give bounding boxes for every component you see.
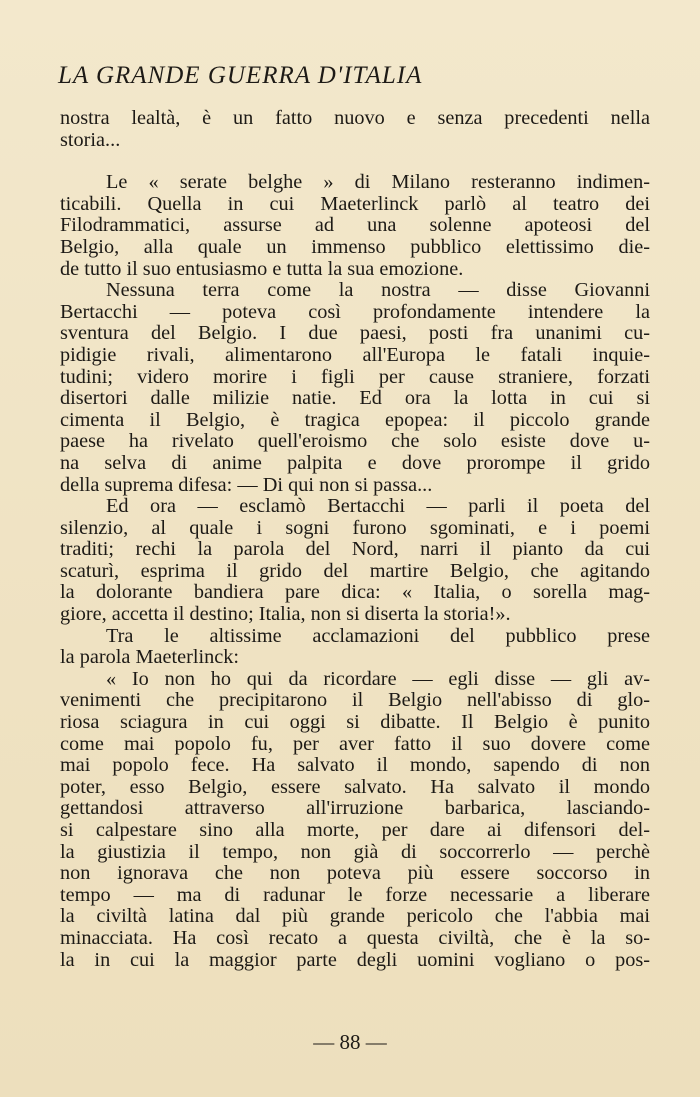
text-line: disertori dalle milizie natie. Ed ora la lotta in cui si	[60, 387, 650, 410]
text-line: paese ha rivelato quell'eroismo che solo esiste dove u-	[60, 430, 650, 453]
text-line: come mai popolo fu, per aver fatto il suo dovere come	[60, 732, 650, 755]
text-line: la dolorante bandiera pare dica: « Italia, o sorella mag-	[60, 581, 650, 604]
paragraph	[60, 172, 650, 280]
text-line: della suprema difesa: — Di qui non si passa...	[60, 473, 433, 496]
paragraph	[60, 626, 650, 669]
text-line: venimenti che precipitarono il Belgio nell'abisso di glo-	[60, 689, 650, 712]
text-line: Belgio, alla quale un immenso pubblico elettissimo die-	[60, 235, 650, 258]
text-line: mai popolo fece. Ha salvato il mondo, sapendo di non	[60, 754, 650, 777]
paragraph	[60, 669, 650, 971]
text-line: silenzio, al quale i sogni furono sgominati, e i poemi	[60, 516, 650, 539]
text-line: Ed ora — esclamò Bertacchi — parli il poeta del	[106, 495, 650, 518]
text-line: storia...	[60, 128, 121, 151]
text-line: Tra le altissime acclamazioni del pubblico prese	[106, 624, 650, 647]
body-text	[60, 108, 650, 971]
text-line: poter, esso Belgio, essere salvato. Ha salvato il mondo	[60, 775, 650, 798]
text-line: cimenta il Belgio, è tragica epopea: il piccolo grande	[60, 408, 650, 431]
paragraph-gap	[60, 151, 650, 172]
text-line: scaturì, esprima il grido del martire Belgio, che agitando	[60, 559, 650, 582]
text-line: na selva di anime palpita e dove prorompe il grido	[60, 451, 650, 474]
running-title: LA GRANDE GUERRA D'ITALIA	[58, 62, 423, 89]
text-line: Bertacchi — poteva così profondamente intendere la	[60, 300, 650, 323]
text-line: non ignorava che non poteva più essere soccorso in	[60, 862, 650, 885]
text-line: tudini; videro morire i figli per cause straniere, forzati	[60, 365, 650, 388]
text-line: riosa sciagura in cui oggi si dibatte. Il Belgio è punito	[60, 711, 650, 734]
page-number: — 88 —	[313, 1030, 387, 1054]
text-line: si calpestare sino alla morte, per dare ai difensori del-	[60, 819, 650, 841]
text-line: sventura del Belgio. I due paesi, posti fra unanimi cu-	[60, 322, 650, 345]
text-line: traditi; rechi la parola del Nord, narri il pianto da cui	[60, 538, 650, 561]
text-line: la civiltà latina dal più grande pericolo che l'abbia mai	[60, 905, 650, 928]
text-line: ticabili. Quella in cui Maeterlinck parlò al teatro dei	[60, 192, 650, 215]
text-line: la giustizia il tempo, non già di soccorrerlo — perchè	[60, 840, 650, 863]
text-line: la parola Maeterlinck:	[60, 646, 240, 669]
text-line: Nessuna terra come la nostra — disse Giovanni	[106, 279, 650, 302]
text-line: minacciata. Ha così recato a questa civiltà, che è la so-	[60, 926, 650, 949]
text-line: de tutto il suo entusiasmo e tutta la sua emozione.	[60, 257, 464, 280]
paragraph	[60, 496, 650, 626]
paragraph	[60, 108, 650, 151]
paragraph	[60, 280, 650, 496]
text-line: Le « serate belghe » di Milano resteranno indimen-	[106, 171, 650, 194]
text-line: tempo — ma di radunar le forze necessarie a liberare	[60, 883, 650, 906]
text-line: la in cui la maggior parte degli uomini vogliano o pos-	[60, 948, 650, 971]
text-line: gettandosi attraverso all'irruzione barbarica, lasciando-	[60, 797, 650, 820]
text-line: pidigie rivali, alimentarono all'Europa le fatali inquie-	[60, 343, 650, 366]
text-line: nostra lealtà, è un fatto nuovo e senza precedenti nella	[60, 107, 650, 129]
text-line: Filodrammatici, assurse ad una solenne apoteosi del	[60, 214, 650, 237]
text-line: giore, accetta il destino; Italia, non si diserta la storia!».	[60, 603, 511, 626]
text-line: « Io non ho qui da ricordare — egli disse — gli av-	[106, 667, 650, 690]
